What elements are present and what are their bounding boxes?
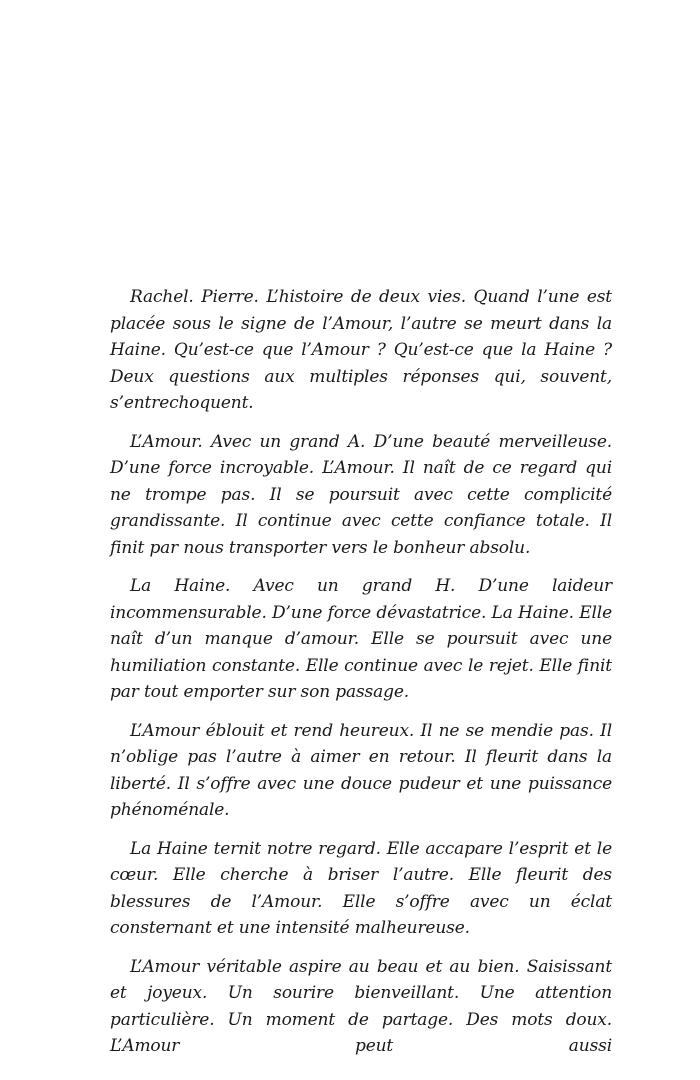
- paragraph-1: Rachel. Pierre. L’histoire de deux vies. Quand l’une est placée sous le signe de l’Amour, l’autre se meurt dans la Haine. Qu’est-ce que l’Amour ? Qu’est-ce que la Haine ? Deux questions aux multiples réponses qui, souvent, s’entrechoquent.: [110, 287, 612, 413]
- paragraph-3: La Haine. Avec un grand H. D’une laideur incommensurable. D’une force dévastatrice. La Haine. Elle naît d’un manque d’amour. Elle se poursuit avec une humiliation constante. Elle continue avec le rejet. Elle finit par tout emporter sur son passage.: [110, 576, 612, 702]
- paragraph-6: L’Amour véritable aspire au beau et au bien. Saisissant et joyeux. Un sourire bienveillant. Une attention particulière. Un moment de partage. Des mots doux. L’Amour peut aussi: [110, 956, 612, 1056]
- paragraph-5: La Haine ternit notre regard. Elle accapare l’esprit et le cœur. Elle cherche à briser l’autre. Elle fleurit des blessures de l’Amour. Elle s’offre avec un éclat consternant et une intensité malheureuse.: [110, 838, 612, 938]
- paragraph-4: L’Amour éblouit et rend heureux. Il ne se mendie pas. Il n’oblige pas l’autre à aimer en retour. Il fleurit dans la liberté. Il s’offre avec une douce pudeur et une puissance phénoménale.: [110, 720, 612, 820]
- page-body: [110, 284, 612, 1060]
- paragraph-2: L’Amour. Avec un grand A. D’une beauté merveilleuse. D’une force incroyable. L’Amour. Il naît de ce regard qui ne trompe pas. Il se poursuit avec cette complicité grandissante. Il continue avec cette confiance totale. Il finit par nous transporter vers le bonheur absolu.: [110, 431, 612, 558]
